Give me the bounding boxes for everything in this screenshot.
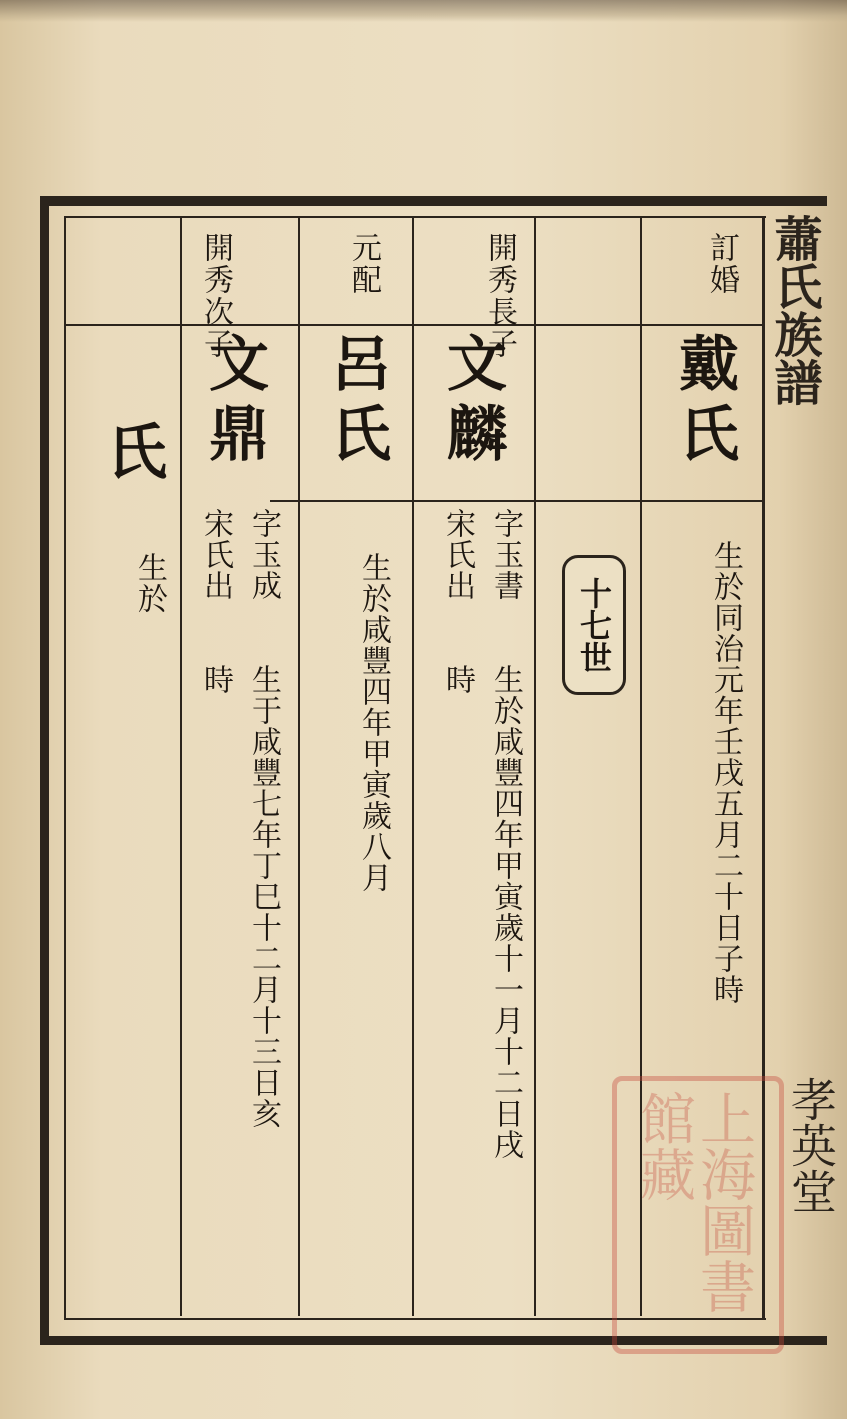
birth-detail: 生於咸豐四年甲寅歲八月 (356, 552, 391, 893)
mother-note: 宋氏出 (440, 508, 475, 601)
hall-name: 孝英堂 (784, 1076, 838, 1214)
birth-detail: 生於同治元年壬戌五月二十日子時 (708, 540, 743, 1005)
person-name: 戴氏 (669, 332, 739, 472)
person-name: 氏 (97, 420, 167, 490)
birth-detail: 生於 (132, 552, 167, 614)
time-note: 時 (440, 664, 475, 695)
row-divider (270, 500, 762, 502)
time-note: 時 (198, 664, 233, 695)
column-divider (180, 216, 182, 1316)
generation-badge (562, 555, 626, 695)
genealogy-title: 蕭氏族譜 (766, 214, 822, 406)
courtesy-name: 字玉成 (246, 508, 281, 601)
person-name: 文麟 (437, 332, 507, 472)
courtesy-name: 字玉書 (488, 508, 523, 601)
birth-detail: 生于咸豐七年丁巳十二月十三日亥 (246, 664, 281, 1129)
page-top-edge (0, 0, 847, 22)
role-label: 開秀長子 (482, 232, 517, 360)
column-divider (534, 216, 536, 1316)
generation-label: 十七世 (575, 577, 613, 673)
role-label: 開秀次子 (198, 232, 233, 360)
person-name: 文鼎 (199, 332, 269, 472)
role-label: 元配 (346, 232, 381, 296)
person-name: 呂氏 (321, 332, 391, 472)
mother-note: 宋氏出 (198, 508, 233, 601)
row-divider (66, 324, 762, 326)
library-seal-text (626, 1090, 760, 1330)
birth-detail: 生於咸豐四年甲寅歲十一月十二日戌 (488, 664, 523, 1160)
book-spine (766, 196, 847, 1419)
role-label: 訂婚 (704, 232, 739, 296)
column-divider (412, 216, 414, 1316)
seal-text: 上海圖書館藏 (631, 1090, 756, 1314)
column-divider (298, 216, 300, 1316)
